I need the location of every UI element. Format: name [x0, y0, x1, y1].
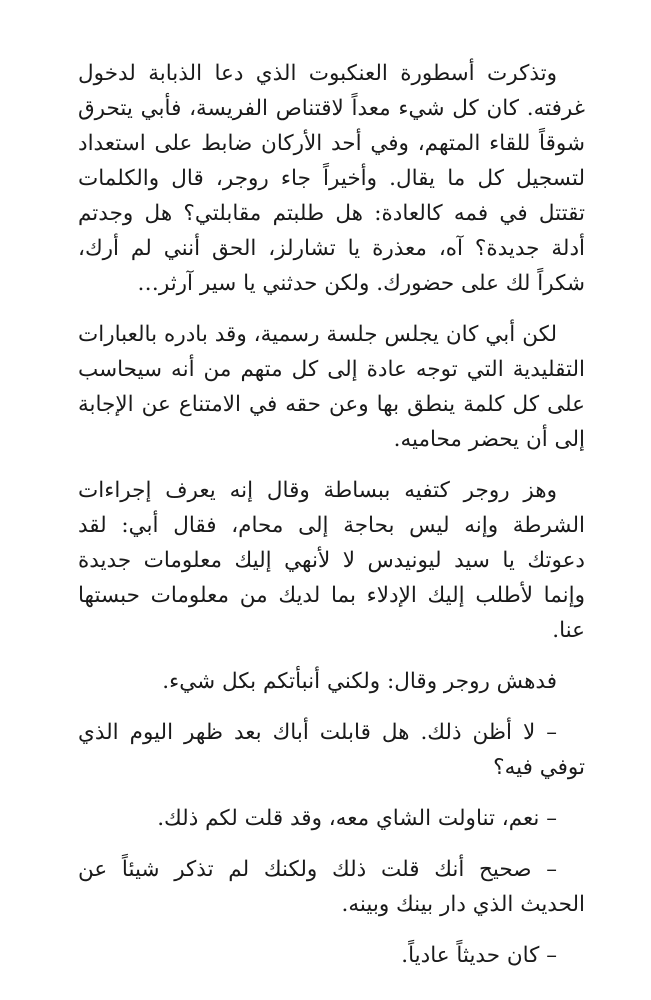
paragraph: وتذكرت أسطورة العنكبوت الذي دعا الذبابة لدخول غرفته. كان كل شيء معداً لاقتناص الفريسة، فأبي يتحرق شوقاً للقاء المتهم، وفي أحد الأركان ضابط على استعداد لتسجيل كل ما يقال. وأخيراً جاء روجر، قال والكلمات تقتتل في فمه كالعادة: هل طلبتم مقابلتي؟ هل وجدتم أدلة جديدة؟ آه، معذرة يا تشارلز، الحق أنني لم أرك، شكراً لك على حضورك. ولكن حدثني يا سير آرثر… [78, 61, 585, 296]
dialog-line: – كان حديثاً عادياً. [401, 943, 557, 968]
dialog-line: – صحيح أنك قلت ذلك ولكنك لم تذكر شيئاً عن الحديث الذي دار بينك وبينه. [78, 857, 585, 917]
paragraph: لكن أبي كان يجلس جلسة رسمية، وقد بادره بالعبارات التقليدية التي توجه عادة إلى كل متهم من أنه سيحاسب على كل كلمة ينطق بها وعن حقه في الامتناع عن الإجابة إلى أن يحضر محاميه. [78, 322, 585, 452]
paragraph: فدهش روجر وقال: ولكني أنبأتكم بكل شيء. [162, 669, 557, 694]
paragraph: وهز روجر كتفيه ببساطة وقال إنه يعرف إجراءات الشرطة وإنه ليس بحاجة إلى محام، فقال أبي: لقد دعوتك يا سيد ليونيدس لا لأنهي إليك معلومات جديدة وإنما لأطلب إليك الإدلاء بما لديك من معلومات حبستها عنا. [78, 478, 585, 643]
dialog-line: – نعم، تناولت الشاي معه، وقد قلت لكم ذلك. [157, 806, 557, 831]
dialog-line: – لا أظن ذلك. هل قابلت أباك بعد ظهر اليوم الذي توفي فيه؟ [78, 720, 585, 780]
